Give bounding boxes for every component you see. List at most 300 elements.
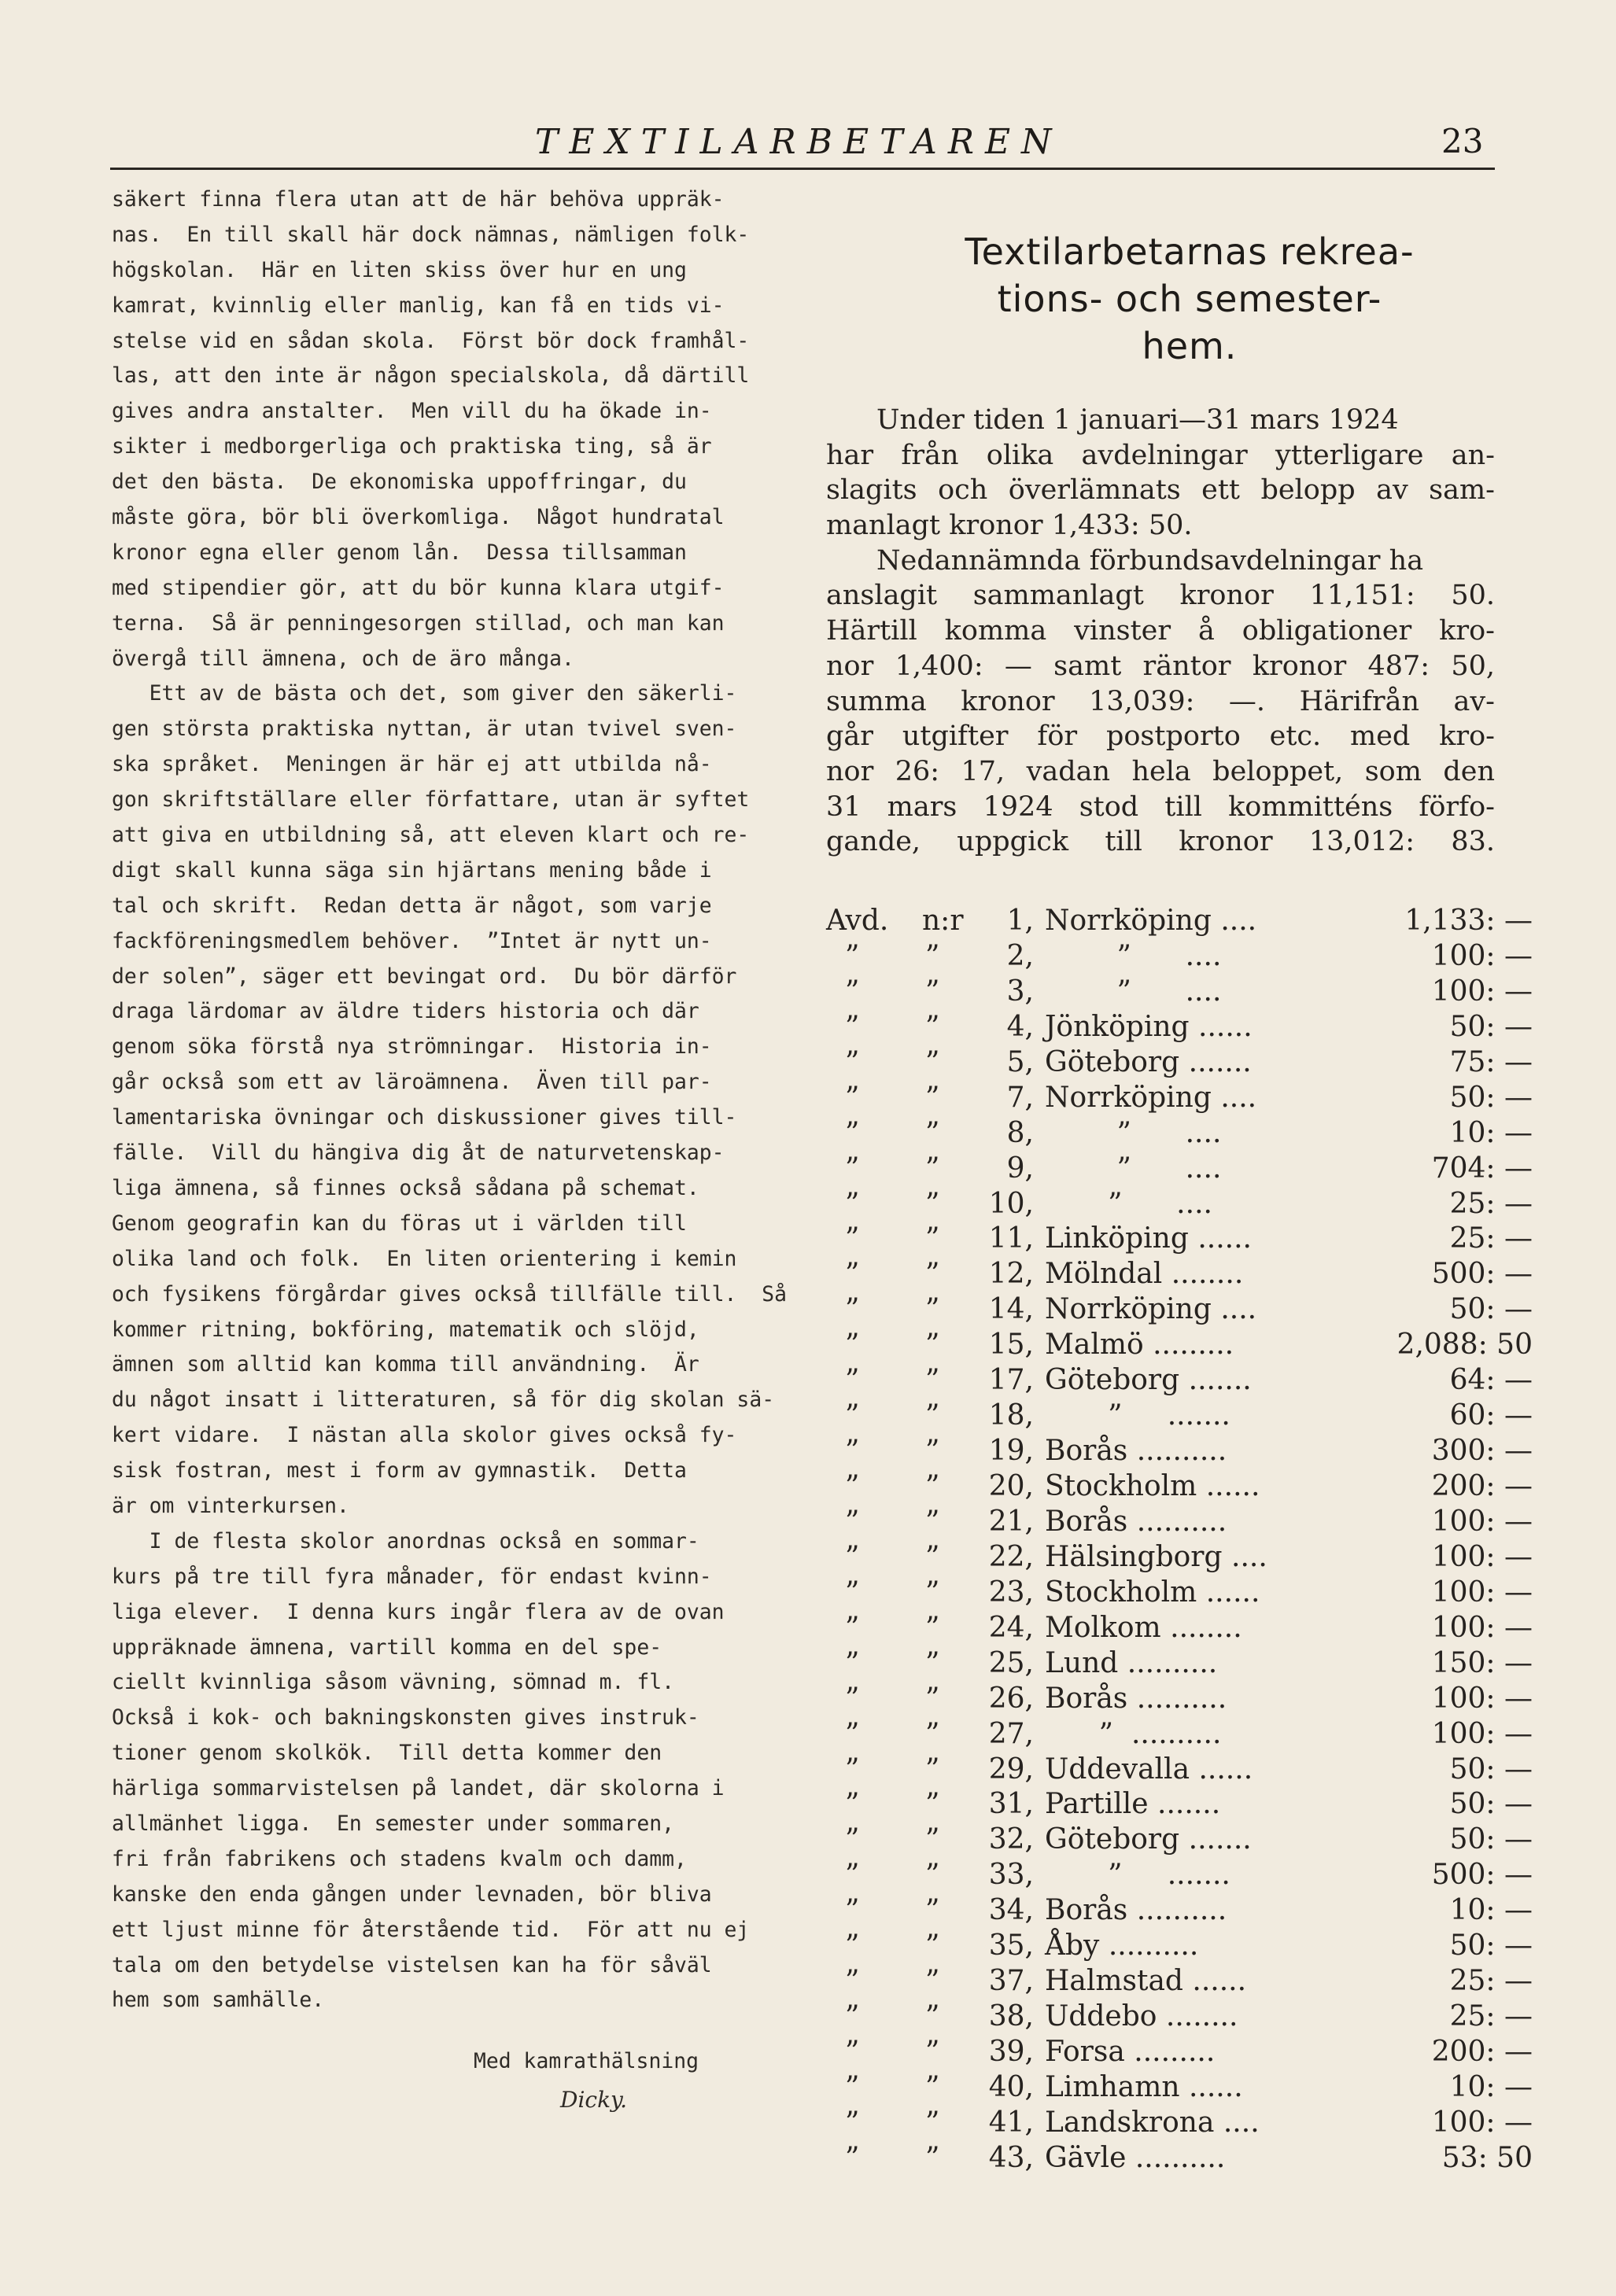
place-name: Göteborg [1045, 1364, 1180, 1397]
amount: 25: — [1449, 1965, 1533, 1998]
amount: 300: — [1431, 1435, 1533, 1468]
text-line: fackföreningsmedlem behöver. ”Intet är nytt un- [112, 928, 712, 953]
amount: 10: — [1449, 2070, 1533, 2103]
table-row [826, 1752, 1533, 1789]
text-line: säkert finna flera utan att de här behöva uppräk- [112, 187, 725, 212]
text-line: gon skriftställare eller författare, utan är syftet [112, 787, 750, 813]
place-name: Limhamn [1045, 2070, 1180, 2103]
table-row [826, 1470, 1533, 1505]
donation-table [826, 905, 1533, 2177]
article-body [826, 403, 1495, 860]
table-row [826, 1823, 1533, 1859]
dot-leader: .......... [1126, 2141, 1226, 2174]
dot-leader: ........ [1160, 1611, 1242, 1644]
ditto-mark: ” [845, 1329, 860, 1362]
text-line: sikter i medborgerliga och praktiska ting, så är [112, 434, 712, 459]
ditto-mark: ” [845, 1364, 860, 1397]
text-line: I de flesta skolor anordnas också en sommar- [112, 1528, 699, 1553]
branch-place [1045, 1152, 1375, 1185]
place-name: Linköping [1045, 1222, 1189, 1255]
body-line: manlagt kronor 1,433: 50. [826, 510, 1193, 542]
body-line: gande, uppgick till kronor 13,012: 83. [826, 826, 1495, 858]
table-row [826, 1010, 1533, 1046]
dot-leader: ....... [1179, 1364, 1252, 1397]
text-line: det den bästa. De ekonomiska uppoffringar, du [112, 470, 687, 495]
amount: 50: — [1449, 1081, 1533, 1114]
table-row [826, 1894, 1533, 1929]
ditto-mark: ” [925, 1611, 940, 1644]
branch-place [1045, 2036, 1375, 2068]
amount: 100: — [1431, 939, 1533, 972]
text-line: kamrat, kvinnlig eller manlig, kan få en tids vi- [112, 293, 725, 318]
text-line: lamentariska övningar och diskussioner gives till- [112, 1105, 737, 1130]
place-name: Norrköping [1045, 905, 1212, 937]
ditto-mark: ” [845, 1929, 860, 1962]
amount: 100: — [1431, 1505, 1533, 1538]
branch-place [1045, 1682, 1375, 1715]
body-line: Nedannämnda förbundsavdelningar ha [876, 544, 1424, 577]
ditto-mark: ” [925, 1010, 940, 1043]
article-title-line: tions- och semester- [997, 278, 1382, 320]
branch-place [1045, 1894, 1375, 1926]
branch-number: 27, [988, 1717, 1034, 1750]
branch-place [1045, 1541, 1375, 1573]
text-line: härliga sommarvistelsen på landet, där skolorna i [112, 1776, 725, 1801]
text-line: tala om den betydelse vistelsen kan ha för såväl [112, 1952, 712, 1977]
table-row [826, 2106, 1533, 2142]
text-line: du något insatt i litteraturen, så för dig skolan sä- [112, 1388, 775, 1413]
ditto-mark: ” [845, 1293, 860, 1326]
table-row [826, 1611, 1533, 1647]
dot-leader: ....... [1122, 1859, 1230, 1892]
text-line: ciellt kvinnliga såsom vävning, sömnad m. fl. [112, 1670, 674, 1695]
text-line: med stipendier gör, att du bör kunna klara utgif- [112, 575, 725, 600]
branch-place [1045, 2106, 1375, 2139]
ditto-mark: ” [925, 1045, 940, 1078]
text-line: stelse vid en sådan skola. Först bör dock framhål- [112, 328, 750, 353]
dot-leader: .... [1211, 905, 1257, 937]
place-name: Göteborg [1045, 1823, 1180, 1856]
branch-number: 1, [1006, 905, 1034, 937]
table-row [826, 1364, 1533, 1399]
ditto-mark: ” [925, 1364, 940, 1397]
body-line: Under tiden 1 januari—31 mars 1924 [876, 404, 1399, 436]
ditto-mark: ” [845, 1646, 860, 1679]
table-row [826, 1187, 1533, 1223]
branch-place [1045, 905, 1375, 937]
ditto-mark: ” [925, 1929, 940, 1962]
amount: 10: — [1449, 1116, 1533, 1149]
text-line: är om vinterkursen. [112, 1493, 349, 1518]
place-name: Partille [1045, 1788, 1149, 1821]
signature-name: Dicky. [560, 2087, 628, 2113]
table-row [826, 1116, 1533, 1152]
amount: 100: — [1431, 975, 1533, 1008]
dot-leader: ...... [1188, 1222, 1252, 1255]
ditto-mark: ” [845, 1152, 860, 1185]
branch-place [1045, 1435, 1375, 1467]
branch-place [1045, 2071, 1375, 2103]
place-name: ” [1045, 939, 1131, 972]
ditto-mark: ” [925, 1965, 940, 1998]
ditto-mark: ” [845, 1611, 860, 1644]
branch-number: 35, [988, 1929, 1034, 1962]
branch-place [1045, 1011, 1375, 1043]
ditto-mark: ” [925, 1505, 940, 1538]
ditto-mark: ” [845, 1010, 860, 1043]
branch-place [1045, 1823, 1375, 1856]
dot-leader: ......... [1124, 2036, 1216, 2068]
place-name: Åby [1045, 1929, 1100, 1962]
place-name: Norrköping [1045, 1293, 1212, 1326]
branch-place [1045, 1647, 1375, 1679]
place-name: Landskrona [1045, 2106, 1215, 2139]
ditto-mark: ” [845, 1116, 860, 1149]
ditto-mark: ” [925, 1399, 940, 1432]
ditto-mark: ” [845, 1540, 860, 1573]
branch-place [1045, 1082, 1375, 1114]
amount: 150: — [1431, 1646, 1533, 1679]
ditto-mark: ” [845, 2106, 860, 2139]
branch-place [1045, 940, 1375, 972]
left-column-text [112, 182, 787, 2018]
ditto-mark: ” [925, 1646, 940, 1679]
branch-place [1045, 975, 1375, 1008]
dot-leader: ...... [1197, 1470, 1260, 1502]
table-prefix: Avd. [826, 905, 889, 937]
branch-number: 34, [988, 1894, 1034, 1927]
table-row [826, 1576, 1533, 1612]
place-name: Hälsingborg [1045, 1540, 1223, 1573]
branch-number: 19, [988, 1435, 1034, 1468]
branch-number: 33, [988, 1859, 1034, 1892]
ditto-mark: ” [925, 1187, 940, 1220]
dot-leader: ....... [1179, 1045, 1252, 1078]
place-name: Göteborg [1045, 1045, 1180, 1078]
ditto-mark: ” [845, 1682, 860, 1715]
dot-leader: .......... [1118, 1646, 1218, 1679]
table-row [826, 1505, 1533, 1541]
place-name: Lund [1045, 1646, 1119, 1679]
text-line: uppräknade ämnena, vartill komma en del spe- [112, 1634, 662, 1660]
text-line: att giva en utbildning så, att eleven klart och re- [112, 823, 750, 848]
dot-leader: .......... [1113, 1717, 1222, 1750]
text-line: och fysikens förgårdar gives också tillfälle till. Så [112, 1281, 787, 1306]
ditto-mark: ” [845, 1965, 860, 1998]
ditto-mark: ” [925, 1152, 940, 1185]
place-name: Borås [1045, 1435, 1128, 1468]
amount: 200: — [1431, 1470, 1533, 1502]
text-line: allmänhet ligga. En semester under sommaren, [112, 1811, 674, 1836]
ditto-mark: ” [845, 1788, 860, 1821]
ditto-mark: ” [925, 1576, 940, 1609]
branch-number: 7, [1006, 1081, 1034, 1114]
page-number: 23 [1441, 122, 1484, 160]
ditto-mark: ” [845, 1752, 860, 1786]
text-line: kurs på tre till fyra månader, för endast kvinn- [112, 1564, 712, 1589]
text-line: genom söka förstå nya strömningar. Historia in- [112, 1034, 712, 1060]
text-line: olika land och folk. En liten orientering i kemin [112, 1246, 737, 1271]
place-name: ” [1045, 1859, 1123, 1892]
amount: 50: — [1449, 1293, 1533, 1326]
place-name: Borås [1045, 1505, 1128, 1538]
branch-place [1045, 1329, 1375, 1361]
table-row [826, 1435, 1533, 1470]
dot-leader: ....... [1122, 1399, 1230, 1432]
branch-place [1045, 1293, 1375, 1325]
ditto-mark: ” [925, 975, 940, 1008]
amount: 100: — [1431, 1540, 1533, 1573]
place-name: Borås [1045, 1682, 1128, 1715]
ditto-mark: ” [925, 1894, 940, 1927]
amount: 60: — [1449, 1399, 1533, 1432]
table-row [826, 939, 1533, 975]
amount: 1,133: — [1404, 905, 1533, 937]
branch-place [1045, 1612, 1375, 1644]
amount: 100: — [1431, 1576, 1533, 1609]
place-name: Stockholm [1045, 1470, 1197, 1502]
table-row [826, 2036, 1533, 2071]
ditto-mark: ” [845, 1505, 860, 1538]
branch-place [1045, 2000, 1375, 2032]
amount: 25: — [1449, 1222, 1533, 1255]
amount: 53: 50 [1441, 2141, 1533, 2174]
dot-leader: .......... [1127, 1435, 1227, 1468]
amount: 50: — [1449, 1788, 1533, 1821]
ditto-mark: ” [925, 1329, 940, 1362]
ditto-mark: ” [925, 2141, 940, 2174]
dot-leader: .... [1211, 1081, 1257, 1114]
text-line: ett ljust minne för återstående tid. För att nu ej [112, 1917, 750, 1942]
place-name: ” [1045, 975, 1131, 1008]
ditto-mark: ” [845, 2000, 860, 2033]
body-line: har från olika avdelningar ytterligare an- [826, 439, 1495, 471]
ditto-mark: ” [845, 2070, 860, 2103]
place-name: Borås [1045, 1894, 1128, 1927]
ditto-mark: ” [845, 1470, 860, 1502]
text-line: Ett av de bästa och det, som giver den säkerli- [112, 681, 737, 706]
dot-leader: .......... [1127, 1682, 1227, 1715]
place-name: Molkom [1045, 1611, 1161, 1644]
text-line: högskolan. Här en liten skiss över hur en ung [112, 257, 687, 282]
body-line: Härtill komma vinster å obligationer kro- [826, 615, 1495, 647]
body-line: går utgifter för postporto etc. med kro- [826, 720, 1495, 753]
branch-place [1045, 1788, 1375, 1820]
text-line: gen största praktiska nyttan, är utan tvivel sven- [112, 717, 737, 742]
text-line: ämnen som alltid kan komma till användning. Är [112, 1352, 699, 1377]
branch-place [1045, 1399, 1375, 1432]
branch-place [1045, 2142, 1375, 2174]
table-row [826, 1788, 1533, 1823]
branch-number: 31, [988, 1788, 1034, 1821]
amount: 500: — [1431, 1859, 1533, 1892]
header-rule [110, 168, 1495, 170]
text-line: nas. En till skall här dock nämnas, nämligen folk- [112, 222, 750, 247]
ditto-mark: ” [845, 1717, 860, 1750]
table-row [826, 1222, 1533, 1258]
table-row [826, 1965, 1533, 2000]
dot-leader: .... [1131, 1116, 1222, 1149]
text-line: draga lärdomar av äldre tiders historia och där [112, 999, 699, 1024]
text-line: kronor egna eller genom lån. Dessa tillsamman [112, 540, 687, 565]
branch-place [1045, 1929, 1375, 1962]
table-row [826, 1682, 1533, 1718]
text-line: tioner genom skolkök. Till detta kommer den [112, 1741, 662, 1766]
table-row [826, 1045, 1533, 1082]
place-name: ” [1045, 1717, 1114, 1750]
ditto-mark: ” [845, 1045, 860, 1078]
branch-number: 17, [988, 1364, 1034, 1397]
body-line: slagits och överlämnats ett belopp av sam- [826, 474, 1495, 507]
branch-place [1045, 1046, 1375, 1078]
text-line: tal och skrift. Redan detta är något, som varje [112, 893, 712, 918]
table-header-row [826, 905, 1533, 940]
branch-number: 12, [988, 1258, 1034, 1291]
ditto-mark: ” [845, 1859, 860, 1892]
ditto-mark: ” [925, 1540, 940, 1573]
amount: 2,088: 50 [1396, 1329, 1533, 1362]
place-name: Gävle [1045, 2141, 1127, 2174]
branch-number: 43, [988, 2141, 1034, 2174]
branch-number: 8, [1006, 1116, 1034, 1149]
table-row [826, 975, 1533, 1011]
place-name: Norrköping [1045, 1081, 1212, 1114]
branch-number: 41, [988, 2106, 1034, 2139]
dot-leader: .... [1222, 1540, 1267, 1573]
text-line: digt skall kunna säga sin hjärtans mening både i [112, 857, 712, 883]
text-line: sisk fostran, mest i form av gymnastik. Detta [112, 1458, 687, 1483]
text-line: liga ämnena, så finnes också sådana på schemat. [112, 1175, 699, 1200]
ditto-mark: ” [845, 1399, 860, 1432]
branch-number: 25, [988, 1646, 1034, 1679]
dot-leader: ...... [1182, 1965, 1247, 1998]
ditto-mark: ” [925, 2000, 940, 2033]
place-name: ” [1045, 1152, 1131, 1185]
place-name: Stockholm [1045, 1576, 1197, 1609]
table-row [826, 1258, 1533, 1293]
branch-place [1045, 1576, 1375, 1609]
amount: 200: — [1431, 2036, 1533, 2068]
branch-number: 32, [988, 1823, 1034, 1856]
amount: 100: — [1431, 1717, 1533, 1750]
dot-leader: .......... [1127, 1505, 1227, 1538]
text-line: las, att den inte är någon specialskola, då därtill [112, 363, 750, 389]
branch-place [1045, 1258, 1375, 1290]
dot-leader: .... [1211, 1293, 1257, 1326]
dot-leader: .... [1131, 975, 1222, 1008]
dot-leader: ........ [1157, 2000, 1238, 2033]
text-line: kert vidare. I nästan alla skolor gives också fy- [112, 1423, 737, 1448]
body-line: nor 26: 17, vadan hela beloppet, som den [826, 755, 1495, 787]
dot-leader: .......... [1099, 1929, 1199, 1962]
dot-leader: ...... [1189, 1010, 1253, 1043]
branch-place [1045, 1470, 1375, 1502]
branch-number: 40, [988, 2070, 1034, 2103]
branch-place [1045, 1505, 1375, 1538]
place-name: Uddevalla [1045, 1752, 1190, 1786]
ditto-mark: ” [925, 1788, 940, 1821]
ditto-mark: ” [925, 1717, 940, 1750]
ditto-mark: ” [925, 1752, 940, 1786]
amount: 10: — [1449, 1894, 1533, 1927]
ditto-mark: ” [925, 1222, 940, 1255]
table-row [826, 1399, 1533, 1435]
ditto-mark: ” [845, 1823, 860, 1856]
dot-leader: .... [1131, 939, 1222, 972]
ditto-mark: ” [845, 1081, 860, 1114]
body-line: 31 mars 1924 stod till kommitténs förfo- [826, 791, 1495, 823]
branch-place [1045, 1117, 1375, 1149]
body-line: nor 1,400: — samt räntor kronor 487: 50, [826, 650, 1495, 682]
branch-place [1045, 1753, 1375, 1786]
branch-place [1045, 1859, 1375, 1891]
ditto-mark: ” [845, 1258, 860, 1291]
ditto-mark: ” [925, 1823, 940, 1856]
text-line: gives andra anstalter. Men vill du ha ökade in- [112, 399, 712, 424]
ditto-mark: ” [925, 2070, 940, 2103]
table-row [826, 1329, 1533, 1364]
dot-leader: ...... [1197, 1576, 1260, 1609]
table-row [826, 2141, 1533, 2177]
dot-leader: ...... [1190, 1752, 1253, 1786]
amount: 64: — [1449, 1364, 1533, 1397]
dot-leader: ......... [1143, 1329, 1234, 1362]
body-line: summa kronor 13,039: —. Härifrån av- [826, 685, 1495, 717]
text-line: liga elever. I denna kurs ingår flera av de ovan [112, 1599, 725, 1624]
article-title [859, 228, 1520, 370]
dot-leader: ...... [1179, 2070, 1243, 2103]
ditto-mark: ” [845, 1894, 860, 1927]
ditto-mark: ” [925, 1081, 940, 1114]
table-nr-label: n:r [922, 905, 964, 937]
table-row [826, 1717, 1533, 1753]
table-row [826, 1646, 1533, 1682]
branch-number: 5, [1006, 1045, 1034, 1078]
text-line: ska språket. Meningen är här ej att utbilda nå- [112, 752, 712, 777]
ditto-mark: ” [925, 2106, 940, 2139]
ditto-mark: ” [925, 939, 940, 972]
amount: 100: — [1431, 2106, 1533, 2139]
table-row [826, 1081, 1533, 1117]
text-line: går också som ett av läroämnena. Även till par- [112, 1070, 712, 1095]
ditto-mark: ” [845, 975, 860, 1008]
text-line: måste göra, bör bli överkomliga. Något hundratal [112, 505, 725, 530]
body-line: anslagit sammanlagt kronor 11,151: 50. [826, 580, 1495, 612]
branch-number: 23, [988, 1576, 1034, 1609]
table-row [826, 1293, 1533, 1329]
place-name: ” [1045, 1116, 1131, 1149]
ditto-mark: ” [925, 1682, 940, 1715]
branch-number: 29, [988, 1752, 1034, 1786]
text-line: terna. Så är penningesorgen stillad, och man kan [112, 610, 725, 636]
table-row [826, 2000, 1533, 2036]
text-line: övergå till ämnena, och de äro många. [112, 646, 574, 671]
place-name: ” [1045, 1399, 1123, 1432]
branch-place [1045, 1965, 1375, 1997]
branch-number: 4, [1006, 1010, 1034, 1043]
text-line: hem som samhälle. [112, 1988, 325, 2013]
dot-leader: ........ [1162, 1258, 1244, 1291]
branch-number: 9, [1006, 1152, 1034, 1185]
table-row [826, 1859, 1533, 1894]
ditto-mark: ” [845, 1435, 860, 1468]
ditto-mark: ” [925, 1859, 940, 1892]
place-name: ” [1045, 1187, 1123, 1220]
table-row [826, 1540, 1533, 1576]
place-name: Halmstad [1045, 1965, 1183, 1998]
text-line: fri från fabrikens och stadens kvalm och damm, [112, 1846, 687, 1871]
branch-number: 14, [988, 1293, 1034, 1326]
